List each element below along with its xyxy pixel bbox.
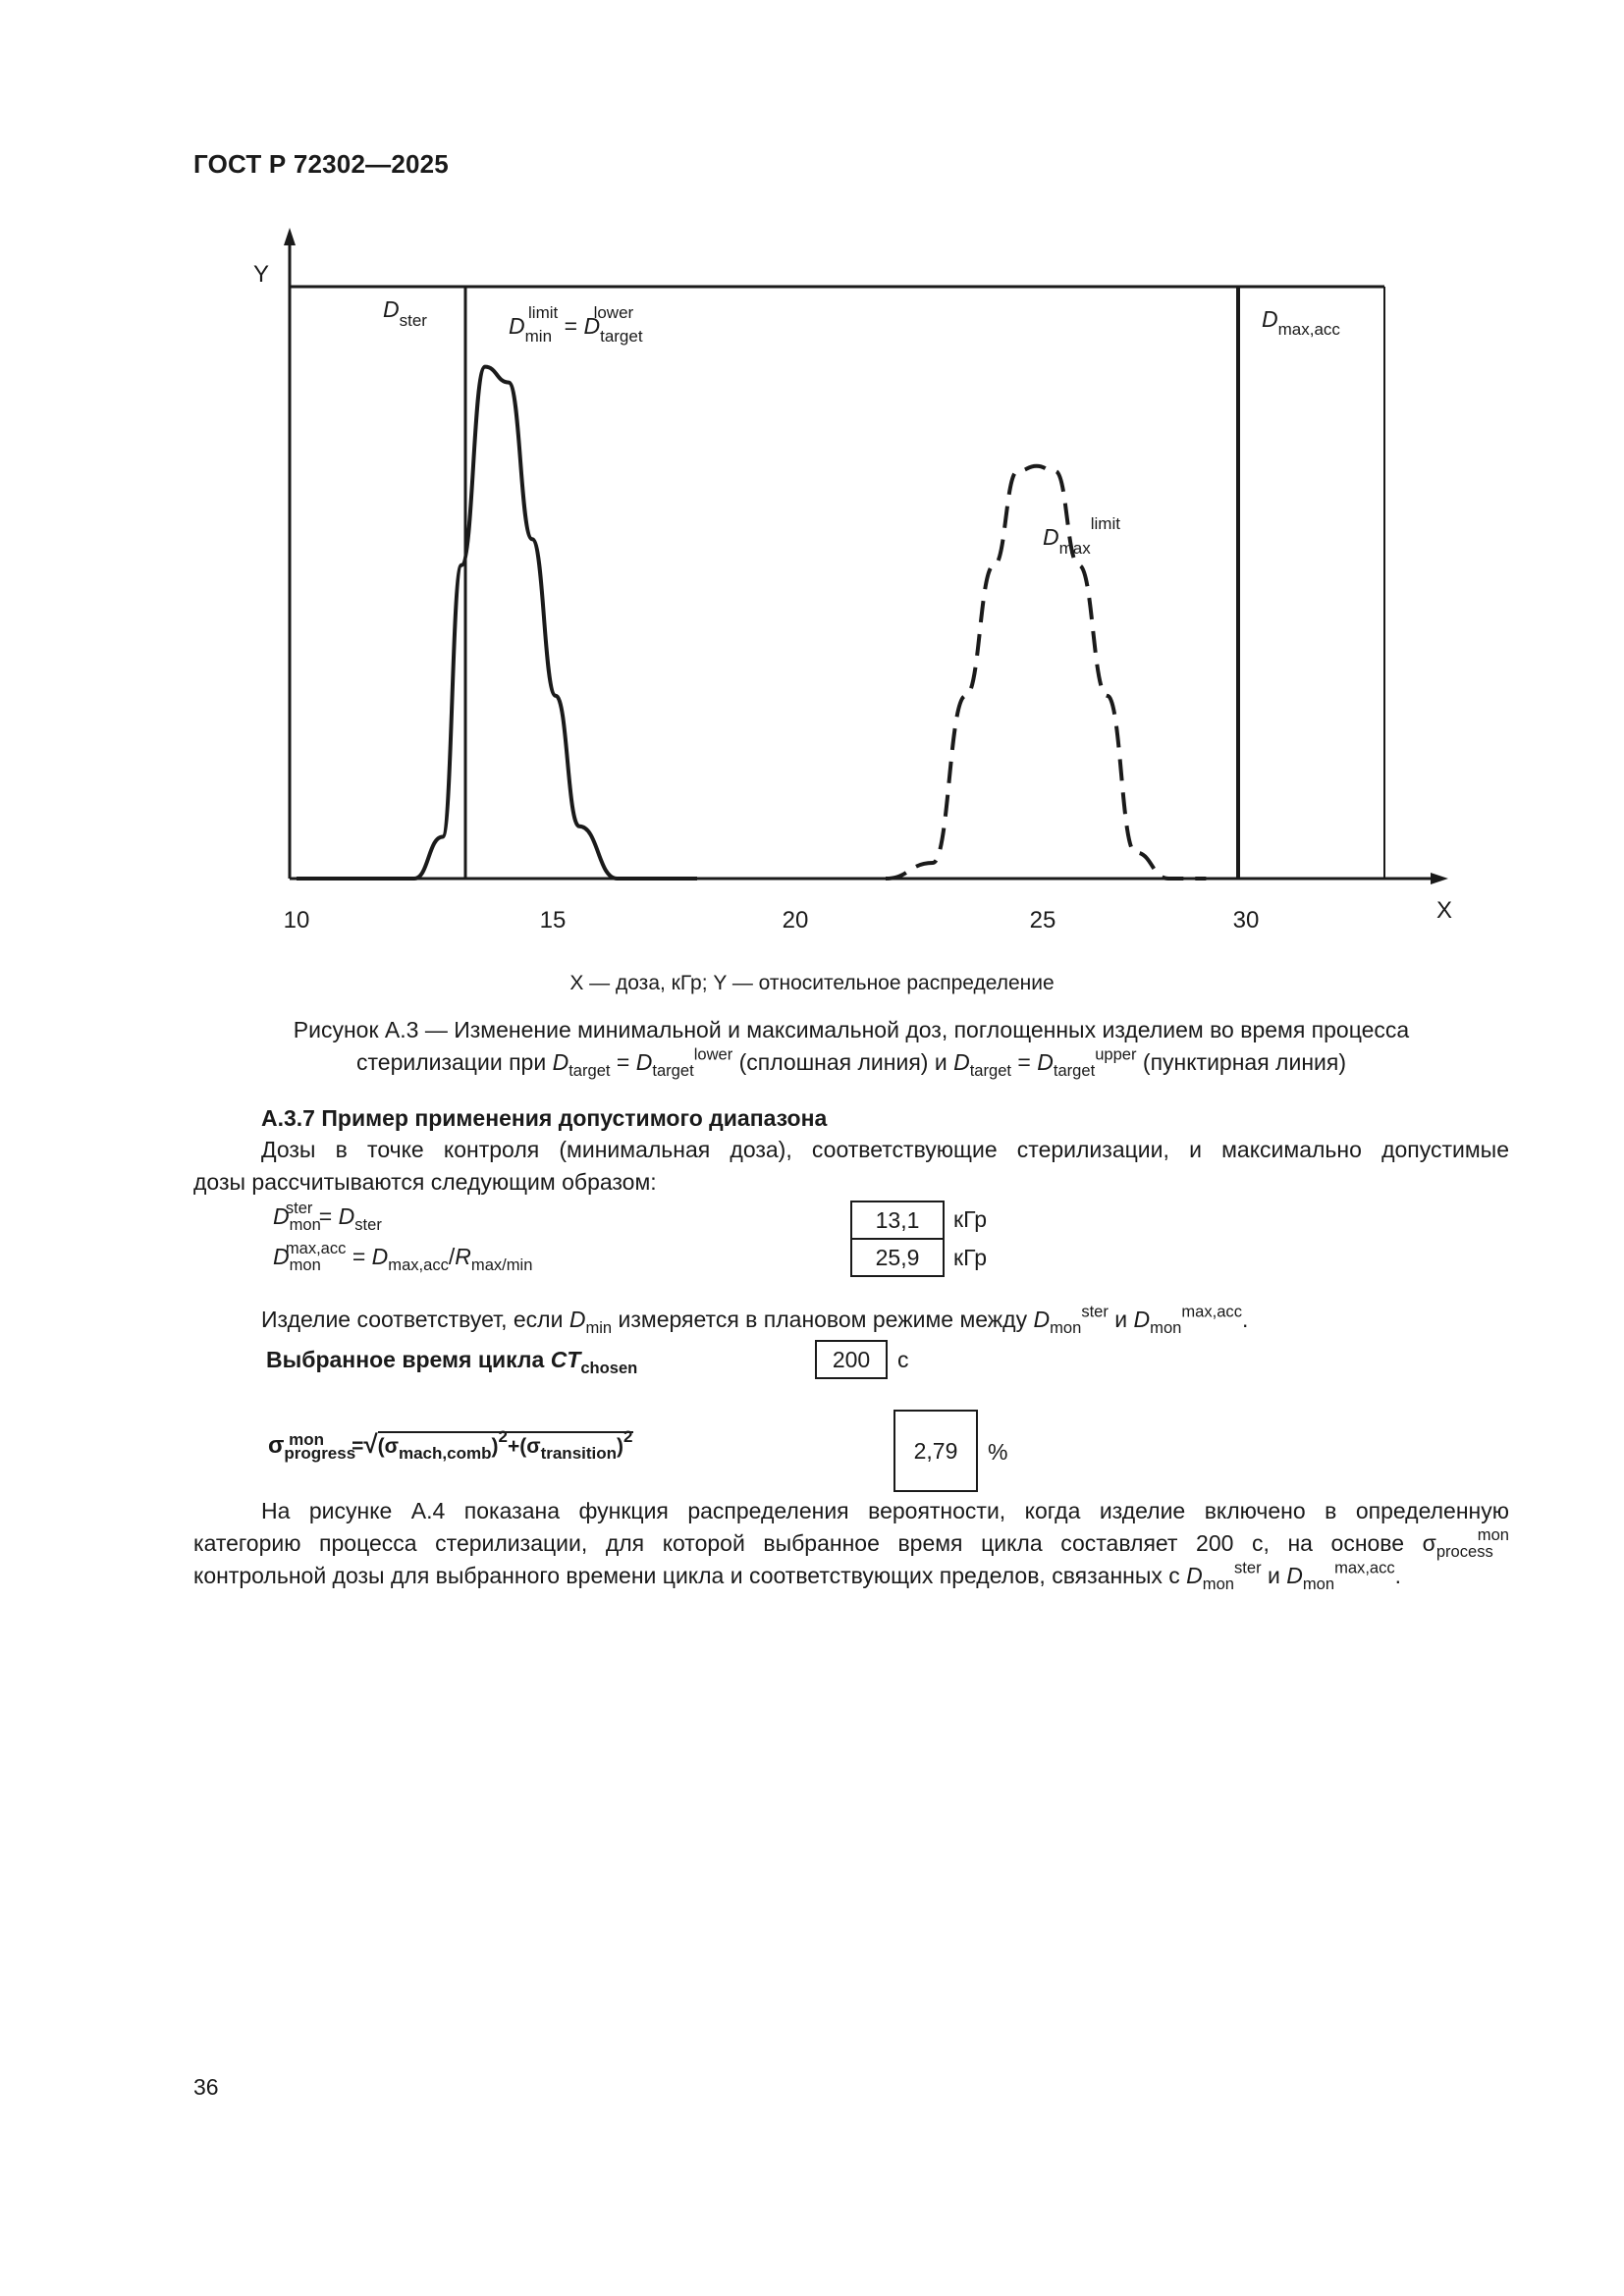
unit-dmon-ster: кГр <box>953 1206 988 1232</box>
label-dmaxacc: $D_{max,acc}$ <box>1262 306 1340 339</box>
y-axis-label: Y <box>253 261 270 288</box>
formula-sigma-progress: $\sigma_{progress}^{mon} =√(\sigma_{mach,comb})^2+(\sigma_{transition})^2$ <box>268 1426 633 1463</box>
unit-dmon-maxacc: кГр <box>953 1245 988 1270</box>
y-axis-arrow <box>284 228 296 245</box>
value-box-dmon-maxacc: 25,9 <box>850 1238 945 1277</box>
closing-paragraph: На рисунке А.4 показана функция распределения вероятности, когда изделие включено в определенную категорию процесса стерилизации, для которой выбранное время цикла составляет 200 с, на основе $\sigma_{process}^{mon}$ контрольной дозы для выбранного времени цикла и соответствующих пределов, связанных с $D_{mon}^{ster}$ и $D_{mon}^{max,acc}$. <box>193 1498 1509 1593</box>
unit-cycle-time: с <box>897 1347 909 1372</box>
formula-dmon-maxacc: $D_{mon}^{max,acc} = D_{max,acc}/R_{max/min}$ <box>273 1239 533 1274</box>
label-dster: $D_{ster}$ <box>383 296 427 330</box>
x-tick-labels <box>284 907 1260 934</box>
value-box-sigma: 2,79 <box>893 1410 978 1492</box>
figure-caption <box>193 1014 1509 1079</box>
section-intro: Дозы в точке контроля (минимальная доза), соответствующие стерилизации, и максимально допустимые дозы рассчитываются следующим образом: <box>193 1137 1509 1195</box>
x-tick-30: 30 <box>1232 907 1260 934</box>
figure-caption-line1: Рисунок А.3 — Изменение минимальной и максимальной доз, поглощенных изделием во время процесса <box>293 1017 1410 1042</box>
x-tick-25: 25 <box>1029 907 1056 934</box>
value-box-cycle-time: 200 <box>815 1340 888 1379</box>
x-tick-10: 10 <box>283 907 310 934</box>
section-title: А.3.7 Пример применения допустимого диапазона <box>261 1105 828 1131</box>
value-box-dmon-ster: 13,1 <box>850 1201 945 1240</box>
document-header: ГОСТ Р 72302—2025 <box>193 149 449 179</box>
series-solid-line <box>297 367 697 879</box>
axis-caption: X — доза, кГр; Y — относительное распределение <box>569 972 1055 994</box>
unit-sigma: % <box>988 1439 1008 1465</box>
cycle-time-label: Выбранное время цикла $CT_{chosen}$ <box>266 1347 638 1377</box>
x-tick-20: 20 <box>782 907 809 934</box>
label-dmax-limit: $D_{max}^{limit}$ <box>1043 514 1120 558</box>
x-axis-label: X <box>1436 897 1453 924</box>
label-dmin-limit: $D_{min}limit$ = $D_{target}lower$ <box>509 303 643 346</box>
condition-text: Изделие соответствует, если $D_{min}$ измеряется в плановом режиме между $D_{mon}^{ster}$ и $D_{mon}^{max,acc}$. <box>261 1302 1249 1337</box>
x-axis-arrow <box>1431 873 1448 884</box>
dose-distribution-chart <box>0 0 1624 942</box>
figure-caption-line2: стерилизации при $D_{target} = D_{target}^{lower}$ (сплошная линия) и $D_{target} = D_{target}^{upper}$ (пунктирная линия) <box>356 1044 1346 1080</box>
x-tick-15: 15 <box>539 907 567 934</box>
page-number: 36 <box>193 2074 219 2100</box>
formula-dmon-ster: $D_{mon}^{ster} = D_{ster}$ <box>273 1199 382 1234</box>
